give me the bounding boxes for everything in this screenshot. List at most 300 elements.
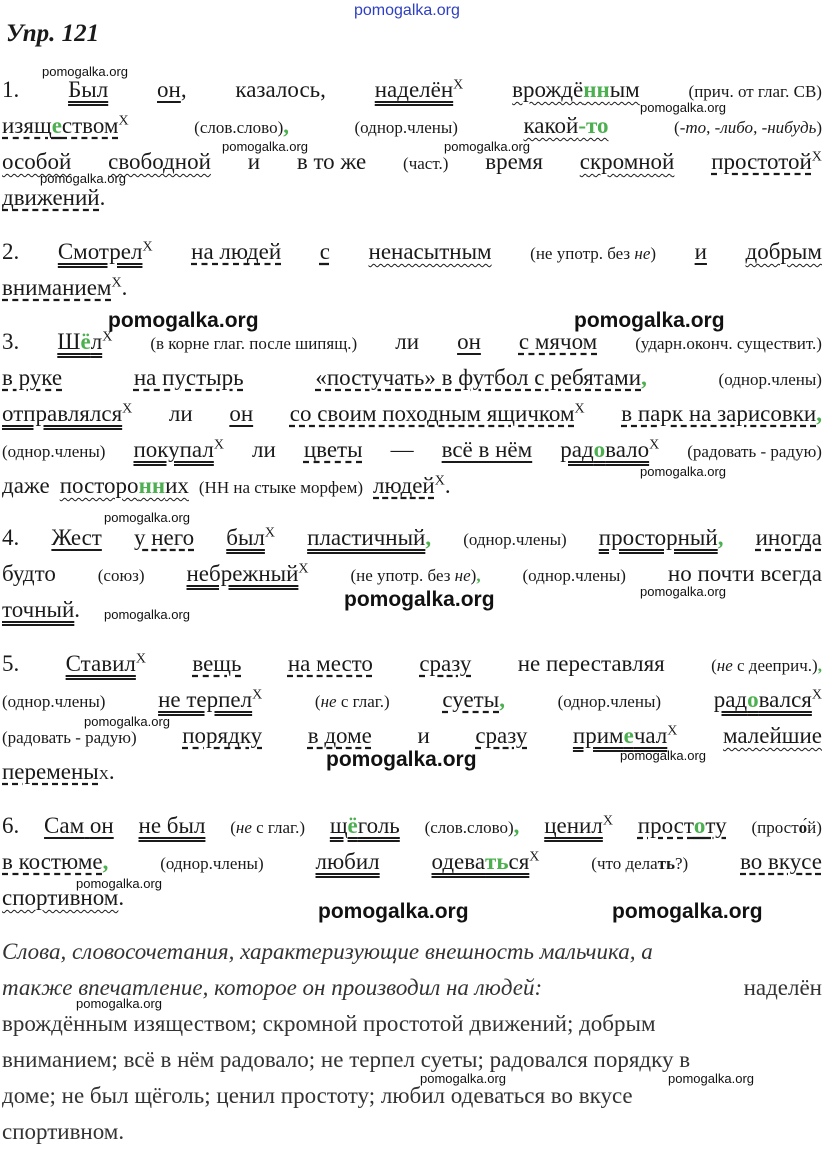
- line: [2, 396, 822, 432]
- punct: ): [650, 244, 657, 263]
- word: и: [694, 239, 707, 264]
- note-part: о: [798, 818, 808, 837]
- word: на пустырь: [133, 365, 244, 390]
- word-group: [523, 108, 608, 144]
- word: ли: [168, 401, 193, 426]
- word-group: [425, 808, 520, 846]
- note: (част.): [403, 154, 449, 173]
- word: в то же: [296, 149, 367, 174]
- sentence-number: 2.: [2, 239, 20, 264]
- note: [591, 846, 688, 882]
- highlight: ,: [717, 525, 724, 550]
- note-part: (что дела: [591, 854, 658, 873]
- predicate: наделён: [374, 77, 454, 102]
- word-group: [512, 72, 640, 108]
- highlight: ,: [102, 849, 109, 874]
- word: на людей: [191, 239, 282, 264]
- note: (союз): [97, 566, 145, 585]
- word-group: [2, 844, 108, 880]
- line: [2, 144, 822, 180]
- word: будто: [2, 561, 56, 586]
- watermark: pomogalka.org: [76, 996, 162, 1011]
- highlight: е: [51, 113, 62, 138]
- word: простотой: [711, 149, 812, 174]
- word-part: л: [90, 329, 103, 354]
- watermark: pomogalka.org: [444, 139, 530, 154]
- watermark: pomogalka.org: [40, 171, 126, 186]
- line: [2, 1042, 822, 1078]
- note: (однор.члены): [2, 692, 106, 711]
- word-part: Ш: [57, 329, 81, 354]
- note-part: -то: [679, 118, 707, 137]
- highlight: ,: [816, 401, 822, 426]
- predicate: ценил: [544, 813, 603, 838]
- note: (однор.члены): [160, 854, 264, 873]
- punct: ,: [706, 118, 715, 137]
- word-part: ством: [61, 113, 119, 138]
- highlight: ,: [817, 656, 822, 675]
- note: (однор.члены): [354, 118, 458, 137]
- word-group: [133, 432, 223, 468]
- word: он: [89, 813, 114, 838]
- note-part: с глаг.): [336, 692, 390, 711]
- watermark: pomogalka.org: [420, 1071, 506, 1086]
- punct: ,: [180, 77, 187, 102]
- watermark-large: pomogalka.org: [326, 748, 477, 771]
- highlight: ,: [283, 113, 289, 138]
- watermark: pomogalka.org: [76, 876, 162, 891]
- word: скромной: [579, 149, 675, 174]
- word-group: [2, 270, 127, 306]
- line: [2, 1078, 822, 1114]
- x-mark: X: [529, 849, 540, 865]
- watermark: pomogalka.org: [104, 607, 190, 622]
- note: (однор.члены): [2, 442, 106, 461]
- word: Сам: [44, 813, 85, 838]
- conclusion: [2, 934, 822, 1150]
- x-mark: X: [142, 239, 153, 255]
- word-group: [621, 396, 822, 432]
- predicate: Ставил: [65, 651, 136, 676]
- watermark-large: pomogalka.org: [612, 900, 763, 923]
- intro-word: казалось,: [235, 77, 326, 102]
- subject: он: [157, 77, 181, 102]
- predicate: [432, 849, 530, 874]
- note-part: (не употр. без: [530, 244, 631, 263]
- conclusion-text: вниманием; всё в нём радовало; не терпел суеты; радовался порядку в: [2, 1047, 691, 1072]
- word: суеты: [442, 687, 500, 712]
- punct: ): [816, 118, 822, 137]
- subject: Жест: [51, 525, 102, 550]
- word-group: [442, 682, 505, 718]
- watermark: pomogalka.org: [222, 139, 308, 154]
- word: движений: [2, 185, 100, 210]
- word-group: [66, 646, 146, 682]
- punct: .: [74, 597, 81, 622]
- note-part: -либо: [714, 118, 754, 137]
- predicate: Был: [68, 77, 109, 102]
- word-group: [60, 468, 189, 504]
- x-mark: X: [102, 329, 113, 345]
- note: (НН на стыке морфем): [198, 478, 364, 497]
- line: [2, 108, 822, 144]
- x-mark: X: [574, 401, 585, 417]
- conclusion-text: спортивном.: [2, 1119, 125, 1144]
- line: [2, 808, 822, 844]
- note: [230, 810, 305, 846]
- word-part: ым: [609, 77, 640, 102]
- word-group: [714, 682, 822, 718]
- word: спортивном: [2, 885, 119, 910]
- subject: он: [457, 329, 481, 354]
- sentence-6: [2, 808, 822, 916]
- word: во вкусе: [740, 849, 822, 874]
- watermark-large: pomogalka.org: [574, 309, 725, 332]
- conclusion-text: доме; не был щёголь; ценил простоту; любил одеваться во вкусе: [2, 1083, 633, 1108]
- line: [2, 934, 822, 970]
- word-group: [158, 682, 262, 718]
- sentence-number: 4.: [2, 525, 20, 550]
- predicate: Смотрел: [57, 239, 143, 264]
- word: ли: [251, 437, 276, 462]
- word: особой: [2, 149, 72, 174]
- note: (слов.слово): [194, 118, 284, 137]
- word-part: чал: [633, 723, 668, 748]
- note-part: (не употр. без: [350, 566, 451, 585]
- x-mark: X: [453, 77, 464, 93]
- x-mark: X: [434, 473, 445, 489]
- highlight: ,: [641, 365, 647, 390]
- word-group: [315, 360, 646, 396]
- x-mark: X: [252, 687, 263, 703]
- highlight: ,: [513, 813, 520, 838]
- word-group: [711, 144, 822, 180]
- line: [2, 360, 822, 396]
- word: с мячом: [518, 329, 598, 354]
- word: перемены: [2, 759, 99, 784]
- watermark-large: pomogalka.org: [318, 900, 469, 923]
- sentence-5: [2, 646, 822, 790]
- highlight: о: [593, 437, 606, 462]
- word: в доме: [307, 723, 372, 748]
- highlight: е: [623, 723, 634, 748]
- highlight: ,: [499, 687, 505, 712]
- word: и: [247, 149, 261, 174]
- punct: (: [230, 818, 236, 837]
- x-mark: X: [264, 525, 276, 541]
- word: малейшие: [722, 723, 822, 748]
- watermark-large: pomogalka.org: [344, 588, 495, 611]
- predicate: [330, 808, 400, 844]
- x-mark: X: [811, 149, 822, 165]
- word: но почти всегда: [667, 561, 822, 586]
- predicate: [573, 723, 667, 748]
- note: [350, 558, 480, 594]
- exercise-title: Упр. 121: [6, 20, 100, 47]
- note: (слов.слово): [424, 818, 514, 837]
- predicate: [57, 329, 102, 354]
- conclusion-text: врождённым изяществом; скромной простотой движений; добрым: [2, 1011, 656, 1036]
- word: свободной: [108, 149, 211, 174]
- predicate: [714, 687, 812, 712]
- word-part: ту: [705, 813, 727, 838]
- sentence-1: [2, 72, 822, 216]
- word-group: [432, 844, 540, 880]
- watermark: pomogalka.org: [640, 100, 726, 115]
- watermark: pomogalka.org: [84, 714, 170, 729]
- predicate: любил: [315, 849, 380, 874]
- punct: .: [108, 759, 115, 784]
- watermark: pomogalka.org: [104, 510, 190, 525]
- word-part: рад: [713, 687, 748, 712]
- highlight: ть: [485, 849, 509, 874]
- line: перемены X .: [2, 754, 822, 790]
- word-part: вало: [605, 437, 650, 462]
- punct: (: [314, 692, 321, 711]
- note: [751, 810, 821, 846]
- predicate: отправлялся: [2, 401, 123, 426]
- note-part: не: [235, 818, 252, 837]
- line: [2, 592, 822, 628]
- word: время: [485, 149, 543, 174]
- word: вниманием: [2, 275, 112, 300]
- line: [2, 180, 822, 216]
- sentence-2: [2, 234, 822, 306]
- word-group: [2, 396, 132, 432]
- word-group: [544, 808, 613, 844]
- x-mark: X: [667, 723, 678, 739]
- word-group: [2, 108, 129, 144]
- word-group: [573, 718, 677, 754]
- word-group: [57, 324, 112, 360]
- note: (однор.члены): [557, 692, 662, 711]
- word: со своим походным ящичком: [289, 401, 575, 426]
- punct: ,: [753, 118, 762, 137]
- predicate: небрежный: [186, 561, 299, 586]
- watermark-large: pomogalka.org: [108, 309, 259, 332]
- word-group: [2, 113, 119, 138]
- punct: .: [118, 885, 125, 910]
- word-group: [375, 72, 464, 108]
- watermark: pomogalka.org: [640, 464, 726, 479]
- word-part: одева: [431, 849, 486, 874]
- word: у него: [133, 525, 195, 550]
- note-part: (прост: [751, 818, 799, 837]
- punct: .: [121, 275, 128, 300]
- watermark-top: pomogalka.org: [354, 2, 460, 19]
- line: [2, 718, 822, 754]
- line: [2, 468, 822, 504]
- word-part: прим: [572, 723, 624, 748]
- watermark: pomogalka.org: [620, 748, 706, 763]
- word-part: какой: [523, 113, 579, 138]
- word: в парк на зарисовки: [621, 401, 817, 426]
- note-part: -нибудь: [761, 118, 817, 137]
- note: [530, 236, 656, 272]
- word: вещь: [192, 651, 242, 676]
- note-part: с дееприч.): [732, 656, 818, 675]
- highlight: о: [693, 813, 706, 838]
- x-mark: X: [118, 113, 129, 129]
- line: [2, 432, 822, 468]
- word-group: [157, 72, 187, 108]
- predicate: не терпел: [158, 687, 253, 712]
- punct: (: [711, 656, 717, 675]
- word-group: [58, 234, 153, 270]
- x-mark: X: [298, 561, 309, 577]
- highlight: о: [747, 687, 759, 712]
- sentence-4: [2, 520, 822, 628]
- note: [674, 110, 822, 146]
- word: «постучать» в футбол с ребятами: [315, 365, 642, 390]
- note: (прич. от глаг. СВ): [688, 82, 822, 101]
- word: порядку: [182, 723, 263, 748]
- word: в костюме: [2, 849, 103, 874]
- word: добрым: [745, 239, 822, 264]
- note: (радовать - радую): [2, 728, 137, 747]
- note-part: не: [320, 692, 337, 711]
- watermark: pomogalka.org: [42, 64, 128, 79]
- conclusion-text: также впечатление, которое он производил на людей:: [2, 975, 543, 1000]
- word-part: посторо: [59, 473, 139, 498]
- highlight: нн: [583, 77, 610, 102]
- note: [315, 684, 390, 720]
- sentence-number: 6.: [2, 813, 20, 838]
- line: [2, 270, 822, 306]
- subject: он: [229, 401, 254, 426]
- line: [2, 970, 822, 1006]
- x-mark: X: [111, 275, 122, 291]
- line: [2, 234, 822, 270]
- line: [2, 520, 822, 556]
- x-mark: X: [649, 437, 660, 453]
- line: [2, 1006, 822, 1042]
- sentence-3: [2, 324, 822, 504]
- note: (ударн.оконч. существит.): [635, 334, 822, 353]
- word-part: ся: [508, 849, 530, 874]
- word-part: голь: [357, 813, 400, 838]
- punct: .: [99, 185, 106, 210]
- punct: .: [444, 473, 451, 498]
- note: (радовать - радую): [687, 442, 822, 461]
- word-part: врождё: [512, 77, 584, 102]
- word: сразу: [475, 723, 528, 748]
- watermark: pomogalka.org: [668, 1071, 754, 1086]
- highlight: ,: [425, 525, 432, 550]
- note-part: не: [454, 566, 471, 585]
- word-group: [638, 808, 727, 844]
- note-part: ́й): [807, 818, 822, 837]
- line: [2, 1114, 822, 1150]
- predicate: не был: [138, 813, 206, 838]
- predicate: [560, 437, 649, 462]
- highlight: ,: [476, 566, 481, 585]
- x-mark: X: [122, 401, 133, 417]
- predicate: пластичный: [307, 525, 426, 550]
- word: на место: [287, 651, 373, 676]
- word-group: [373, 468, 451, 504]
- word-part: изящ: [2, 113, 52, 138]
- line: [2, 72, 822, 108]
- conclusion-text: Слова, словосочетания, характеризующие внешность мальчика, а: [2, 939, 653, 964]
- x-mark: X: [135, 651, 146, 667]
- note-part: не: [634, 244, 651, 263]
- note: (однор.члены): [718, 370, 822, 389]
- word: и: [417, 723, 430, 748]
- word-part: щ: [329, 813, 348, 838]
- word: не переставляя: [517, 651, 665, 676]
- punct: —: [390, 437, 414, 462]
- note-part: не: [716, 656, 733, 675]
- word: в руке: [2, 365, 63, 390]
- line: [2, 880, 822, 916]
- word-group: [290, 396, 585, 432]
- predicate: точный: [2, 597, 75, 622]
- word: с: [319, 239, 330, 264]
- note: (однор.члены): [522, 566, 626, 585]
- word: иногда: [755, 525, 822, 550]
- predicate: просторный: [598, 525, 718, 550]
- note: (однор.члены): [463, 530, 567, 549]
- highlight: ё: [80, 329, 91, 354]
- sentence-number: 3.: [2, 329, 20, 354]
- word: сразу: [419, 651, 472, 676]
- word-group: [599, 520, 724, 556]
- x-mark: X: [811, 687, 822, 703]
- line: [2, 844, 822, 880]
- note-part: ть: [657, 854, 676, 873]
- highlight: нн: [138, 473, 166, 498]
- word-part: вался: [758, 687, 812, 712]
- punct: (: [674, 118, 680, 137]
- word: людей: [373, 473, 435, 498]
- note-part: ?): [675, 854, 689, 873]
- note-part: с глаг.): [251, 818, 306, 837]
- word-part: прост: [637, 813, 694, 838]
- x-mark: X: [213, 437, 224, 453]
- line: [2, 682, 822, 718]
- sentence-number: 5.: [2, 651, 20, 676]
- note: [711, 648, 822, 684]
- word-group: [226, 520, 275, 556]
- subject: всё в нём: [441, 437, 533, 462]
- sentence-number: 1.: [2, 77, 20, 102]
- word-group: [194, 108, 289, 146]
- line: [2, 556, 822, 592]
- line: [2, 646, 822, 682]
- word-group: [560, 432, 659, 468]
- conclusion-text: наделён: [743, 975, 822, 1000]
- line: [2, 324, 822, 360]
- word-part: рад: [560, 437, 594, 462]
- word-group: [187, 556, 309, 592]
- word: даже: [2, 473, 50, 498]
- word-group: [44, 808, 114, 844]
- note: (в корне глаг. после шипящ.): [150, 334, 358, 353]
- word-part: их: [165, 473, 189, 498]
- predicate: покупал: [133, 437, 214, 462]
- word: ли: [395, 329, 420, 354]
- x-mark: X: [602, 813, 613, 829]
- word: ненасытным: [368, 239, 492, 264]
- punct: ): [470, 566, 477, 585]
- watermark: pomogalka.org: [640, 584, 726, 599]
- highlight: ё: [347, 813, 358, 838]
- word: цветы: [303, 437, 363, 462]
- highlight: -то: [578, 113, 609, 138]
- predicate: был: [226, 525, 265, 550]
- word-group: [307, 520, 431, 556]
